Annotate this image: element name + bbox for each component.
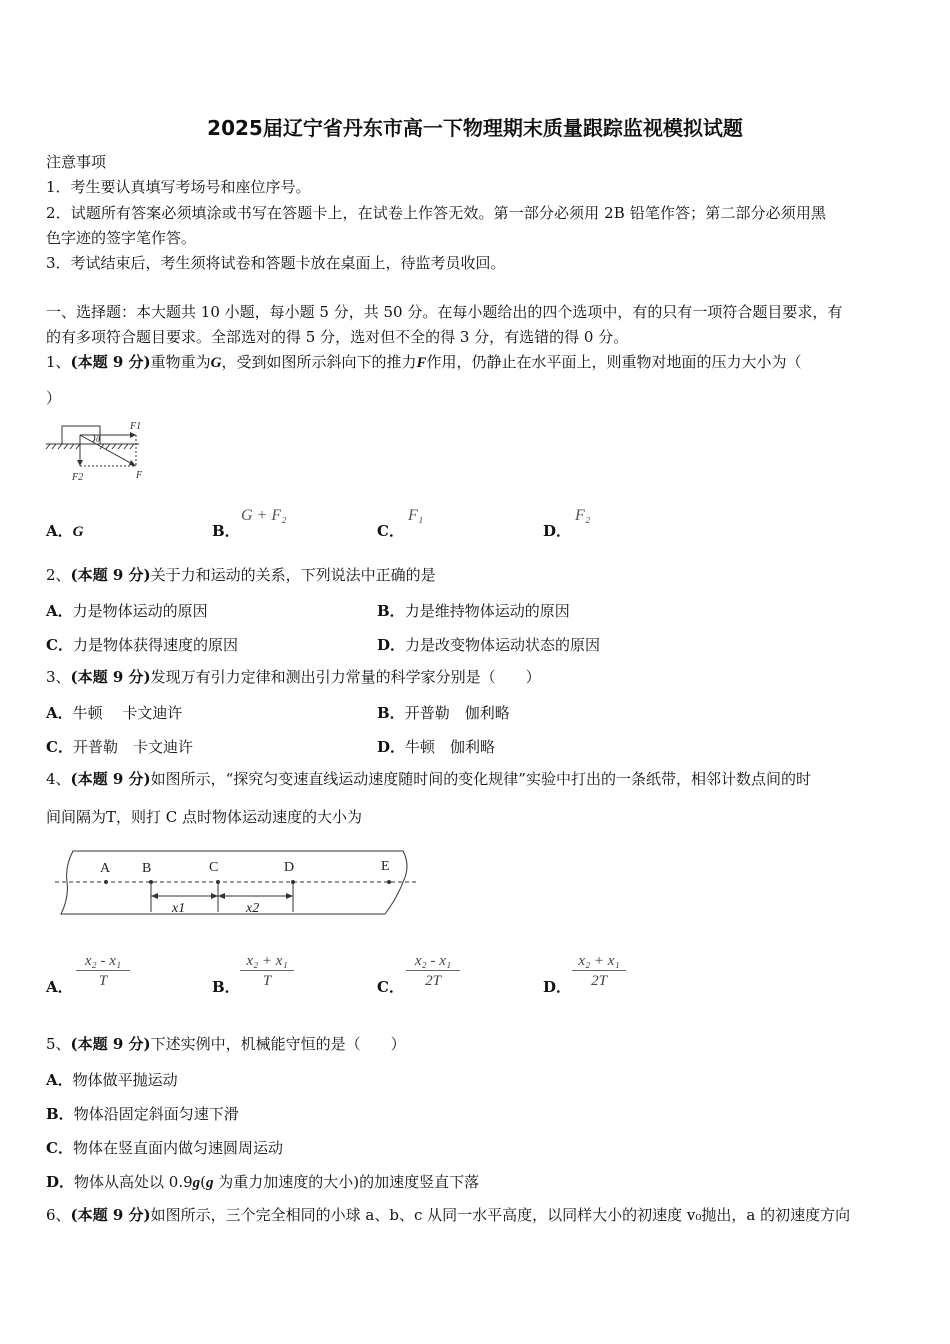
label-theta: θ <box>96 435 100 444</box>
option-label: A． <box>46 978 73 996</box>
option-value: 力是物体运动的原因 <box>72 602 208 620</box>
option-b-fraction <box>240 953 294 990</box>
fraction-denominator: 2T <box>591 973 607 989</box>
option-c[interactable] <box>46 736 193 757</box>
f-arrow <box>80 435 136 466</box>
fraction-numerator: x₂ + x₁ <box>572 953 626 971</box>
option-value: 为重力加速度的大小)的加速度竖直下落 <box>213 1173 480 1191</box>
question-number: 2、 <box>46 566 71 584</box>
notice-heading: 注意事项 <box>46 153 107 171</box>
label-F1: F1 <box>130 421 142 432</box>
option-a[interactable] <box>46 600 208 621</box>
option-value: 开普勒 卡文迪许 <box>72 738 193 756</box>
question-number: 6、 <box>46 1206 71 1224</box>
question-score: (本题 9 分) <box>70 1035 151 1053</box>
section-instructions: 的有多项符合题目要求。全部选对的得 5 分，选对但不全的得 3 分，有选错的得 0 分。 <box>46 328 629 346</box>
option-d[interactable] <box>377 634 600 655</box>
option-label: A． <box>46 522 73 540</box>
fraction-denominator: 2T <box>425 973 441 989</box>
option-value: 力是改变物体运动状态的原因 <box>405 636 601 654</box>
option-b[interactable] <box>212 520 240 541</box>
symbol-g: g <box>192 1175 201 1191</box>
notice-item: 2．试题所有答案必须填涂或书写在答题卡上，在试卷上作答无效。第一部分必须用 2B 铅笔作答；第二部分必须用黑 <box>46 204 827 222</box>
option-c[interactable] <box>46 1137 283 1158</box>
option-label: B． <box>377 704 405 722</box>
option-label: C． <box>377 522 404 540</box>
option-b-value: G + F₂ <box>241 507 287 524</box>
option-d-fraction <box>572 953 626 990</box>
label-A: A <box>100 861 111 876</box>
fraction-numerator: x₂ - x₁ <box>406 953 460 971</box>
stem-text: 如图所示，“探究匀变速直线运动速度随时间的变化规律”实验中打出的一条纸带，相邻计数点间的时 <box>150 770 811 788</box>
option-a[interactable] <box>46 702 182 723</box>
option-b[interactable] <box>46 1103 239 1124</box>
option-label: B． <box>212 978 240 996</box>
option-value: 牛顿 伽利略 <box>405 738 496 756</box>
option-label: A． <box>46 602 73 620</box>
fraction-denominator: T <box>98 973 108 989</box>
stem-text: 关于力和运动的关系，下列说法中正确的是 <box>150 566 436 584</box>
question-score: (本题 9 分) <box>70 1206 151 1224</box>
option-value: 物体做平抛运动 <box>72 1071 178 1089</box>
fraction-numerator: x₂ + x₁ <box>240 953 294 971</box>
dot-a <box>104 880 108 884</box>
force-diagram <box>44 418 154 486</box>
option-value: 物体从高处以 0.9 <box>74 1173 193 1191</box>
label-F: F <box>136 470 143 481</box>
option-a[interactable] <box>46 976 73 997</box>
symbol-G: G <box>210 355 222 371</box>
question-number: 4、 <box>46 770 71 788</box>
question-1-stem-end: ） <box>46 389 62 407</box>
page-title: 2025届辽宁省丹东市高一下物理期末质量跟踪监视模拟试题 <box>207 116 743 140</box>
question-score: (本题 9 分) <box>70 353 151 371</box>
option-value: 物体在竖直面内做匀速圆周运动 <box>72 1139 283 1157</box>
option-label: A． <box>46 1071 73 1089</box>
stem-text: 重物重为 <box>150 353 211 371</box>
fraction-numerator: x₂ - x₁ <box>76 953 130 971</box>
option-b[interactable] <box>377 702 510 723</box>
option-label: B． <box>212 522 240 540</box>
option-value: 开普勒 伽利略 <box>404 704 510 722</box>
option-value: 力是维持物体运动的原因 <box>404 602 570 620</box>
option-value: G <box>72 524 84 540</box>
option-d[interactable] <box>543 976 571 997</box>
paper-tape-diagram <box>55 848 417 918</box>
stem-text: 发现万有引力定律和测出引力常量的科学家分别是（ ） <box>150 668 541 686</box>
option-a-fraction <box>76 953 130 990</box>
section-instructions: 一、选择题：本大题共 10 小题，每小题 5 分，共 50 分。在每小题给出的四个选项中，有的只有一项符合题目要求，有 <box>46 303 843 321</box>
question-number: 5、 <box>46 1035 71 1053</box>
question-6-stem <box>46 1206 906 1224</box>
option-d[interactable] <box>543 520 571 541</box>
option-b[interactable] <box>212 976 240 997</box>
option-value: ( <box>200 1173 206 1191</box>
notice-item: 1．考生要认真填写考场号和座位序号。 <box>46 178 311 196</box>
notice-item: 色字迹的签字笔作答。 <box>46 229 197 247</box>
stem-text: 下述实例中，机械能守恒的是（ ） <box>150 1035 406 1053</box>
question-3-stem <box>46 668 906 686</box>
option-label: D． <box>46 1173 75 1191</box>
fraction-denominator: T <box>262 973 272 989</box>
symbol-g: g <box>206 1175 214 1191</box>
option-label: D． <box>377 636 406 654</box>
option-label: D． <box>543 978 572 996</box>
option-label: A． <box>46 704 73 722</box>
question-4-stem <box>46 770 906 788</box>
option-d[interactable] <box>377 736 495 757</box>
option-label: D． <box>543 522 572 540</box>
label-B: B <box>142 861 152 876</box>
option-label: C． <box>46 738 73 756</box>
label-x1: x1 <box>172 901 186 916</box>
option-c-fraction <box>406 953 460 990</box>
notice-item: 3．考试结束后，考生须将试卷和答题卡放在桌面上，待监考员收回。 <box>46 254 506 272</box>
question-1-stem <box>46 353 906 372</box>
question-2-stem <box>46 566 906 584</box>
dot-d <box>291 880 295 884</box>
option-a[interactable] <box>46 520 83 541</box>
option-d[interactable] <box>46 1171 479 1192</box>
question-4-stem-cont: 间间隔为T，则打 C 点时物体运动速度的大小为 <box>46 808 363 826</box>
question-number: 1、 <box>46 353 71 371</box>
label-E: E <box>381 859 390 874</box>
ground-hatch <box>46 444 134 449</box>
option-value: 物体沿固定斜面匀速下滑 <box>73 1105 239 1123</box>
option-c-value: F₁ <box>408 507 424 524</box>
dot-e <box>387 880 391 884</box>
option-label: C． <box>46 636 73 654</box>
label-F2: F2 <box>72 472 84 483</box>
symbol-F: F <box>416 355 427 371</box>
dot-b <box>149 880 153 884</box>
label-C: C <box>209 860 219 875</box>
option-b[interactable] <box>377 600 570 621</box>
stem-text: ，受到如图所示斜向下的推力 <box>221 353 417 371</box>
label-x2: x2 <box>246 901 260 916</box>
option-c[interactable] <box>377 976 404 997</box>
option-c[interactable] <box>377 520 404 541</box>
question-number: 3、 <box>46 668 71 686</box>
option-label: C． <box>46 1139 73 1157</box>
option-label: C． <box>377 978 404 996</box>
option-label: B． <box>46 1105 74 1123</box>
option-label: D． <box>377 738 406 756</box>
question-score: (本题 9 分) <box>70 566 151 584</box>
stem-text: 作用，仍静止在水平面上，则重物对地面的压力大小为（ <box>426 353 802 371</box>
option-value: 牛顿 卡文迪许 <box>72 704 183 722</box>
option-c[interactable] <box>46 634 238 655</box>
dot-c <box>216 880 220 884</box>
question-score: (本题 9 分) <box>70 668 151 686</box>
option-d-value: F₂ <box>575 507 591 524</box>
option-a[interactable] <box>46 1069 178 1090</box>
question-score: (本题 9 分) <box>70 770 151 788</box>
option-label: B． <box>377 602 405 620</box>
stem-text: 如图所示，三个完全相同的小球 a、b、c 从同一水平高度，以同样大小的初速度 v₀抛出，a 的初速度方向 <box>150 1206 851 1224</box>
label-D: D <box>284 860 295 875</box>
option-value: 力是物体获得速度的原因 <box>72 636 238 654</box>
question-5-stem <box>46 1035 906 1053</box>
